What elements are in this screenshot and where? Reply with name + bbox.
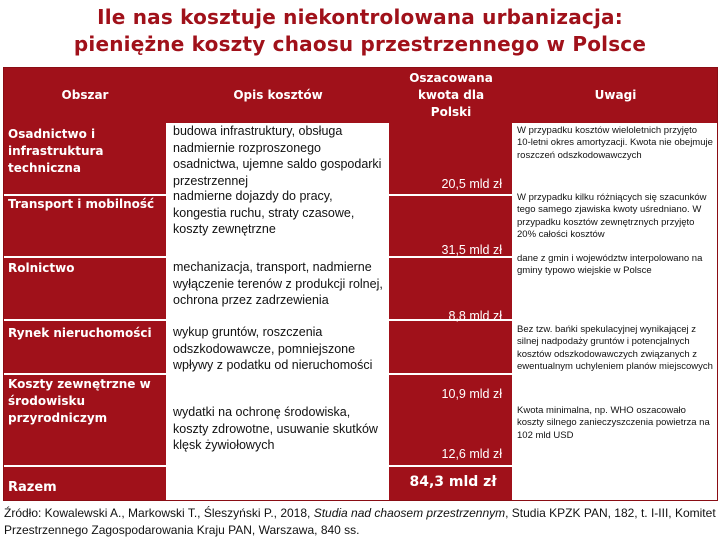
area-column bbox=[4, 123, 166, 500]
total-label: Razem bbox=[8, 480, 57, 495]
header-amount: Oszacowana kwota dla Polski bbox=[409, 71, 493, 119]
page-title bbox=[0, 4, 720, 58]
note-transport: W przypadku kilku różniących się szacunków tego samego zjawiska kwoty uśredniano. W przypadku kosztów zewnętrznych przyjęto 20% całości kosztów bbox=[517, 192, 707, 240]
column-divider bbox=[387, 123, 389, 500]
area-agriculture: Rolnictwo bbox=[8, 261, 75, 275]
column-divider bbox=[512, 123, 514, 500]
amount-settlement: 20,5 mld zł bbox=[441, 177, 502, 191]
title-line-2: pieniężne koszty chaosu przestrzennego w Polsce bbox=[73, 32, 647, 56]
note-settlement: W przypadku kosztów wieloletnich przyjęto 10-letni okres amortyzacji. Kwota nie obejmuje roszczeń odszkodowawczych bbox=[517, 125, 713, 161]
title-line-1: Ile nas kosztuje niekontrolowana urbanizacja: bbox=[97, 5, 623, 29]
header-description: Opis kosztów bbox=[233, 88, 323, 102]
area-settlement: Osadnictwo i infrastruktura techniczna bbox=[8, 127, 104, 175]
cost-table bbox=[3, 67, 718, 501]
description-settlement: budowa infrastruktury, obsługa nadmiernie rozproszonego osadnictwa, ujemne saldo gospodarki przestrzennej bbox=[173, 124, 382, 188]
area-transport: Transport i mobilność bbox=[8, 197, 155, 211]
row-divider bbox=[4, 465, 717, 467]
source-citation bbox=[4, 505, 718, 539]
description-transport: nadmierne dojazdy do pracy, kongestia ruchu, straty czasowe, koszty zewnętrzne bbox=[173, 189, 355, 236]
area-environment: Koszty zewnętrzne w środowisku przyrodniczym bbox=[8, 377, 151, 425]
area-real-estate: Rynek nieruchomości bbox=[8, 326, 152, 340]
note-environment: Kwota minimalna, np. WHO oszacowało koszty silnego zanieczyszczenia powietrza na 102 mld USD bbox=[517, 405, 710, 441]
note-agriculture: dane z gmin i województw interpolowano na gminy typowo wiejskie w Polsce bbox=[517, 253, 703, 277]
total-amount: 84,3 mld zł bbox=[409, 474, 497, 490]
column-divider bbox=[166, 123, 168, 500]
source-title: Studia nad chaosem przestrzennym bbox=[313, 506, 506, 520]
description-environment: wydatki na ochronę środowiska, koszty zdrowotne, usuwanie skutków klęsk żywiołowych bbox=[173, 405, 378, 452]
note-real-estate: Bez tzw. bańki spekulacyjnej wynikającej z silnej nadpodaży gruntów i potencjalnych kosztów odszkodowawczych związanych z ewentualnym uchyleniem planów miejscowych bbox=[517, 324, 713, 372]
amount-agriculture: 8,8 mld zł bbox=[448, 309, 502, 323]
header-area: Obszar bbox=[61, 88, 109, 102]
amount-transport: 31,5 mld zł bbox=[441, 243, 502, 257]
description-agriculture: mechanizacja, transport, nadmierne wyłączenie terenów z produkcji rolnej, ochrona przez zadrzewienia bbox=[173, 260, 383, 307]
source-prefix: Źródło: Kowalewski A., Markowski T., Śleszyński P., 2018, bbox=[4, 506, 314, 520]
header-notes: Uwagi bbox=[594, 88, 637, 102]
row-divider bbox=[4, 319, 717, 321]
amount-real-estate: 10,9 mld zł bbox=[441, 387, 502, 401]
description-real-estate: wykup gruntów, roszczenia odszkodowawcze, pomniejszone wpływy z podatku od nieruchomości bbox=[173, 325, 373, 372]
table-header bbox=[4, 68, 717, 123]
source-suffix: , Studia KPZK PAN, 182, t. I-III, Komitet Przestrzennego Zagospodarowania Kraju PAN, Warszawa, 840 ss. bbox=[4, 506, 716, 537]
amount-environment: 12,6 mld zł bbox=[441, 447, 502, 461]
